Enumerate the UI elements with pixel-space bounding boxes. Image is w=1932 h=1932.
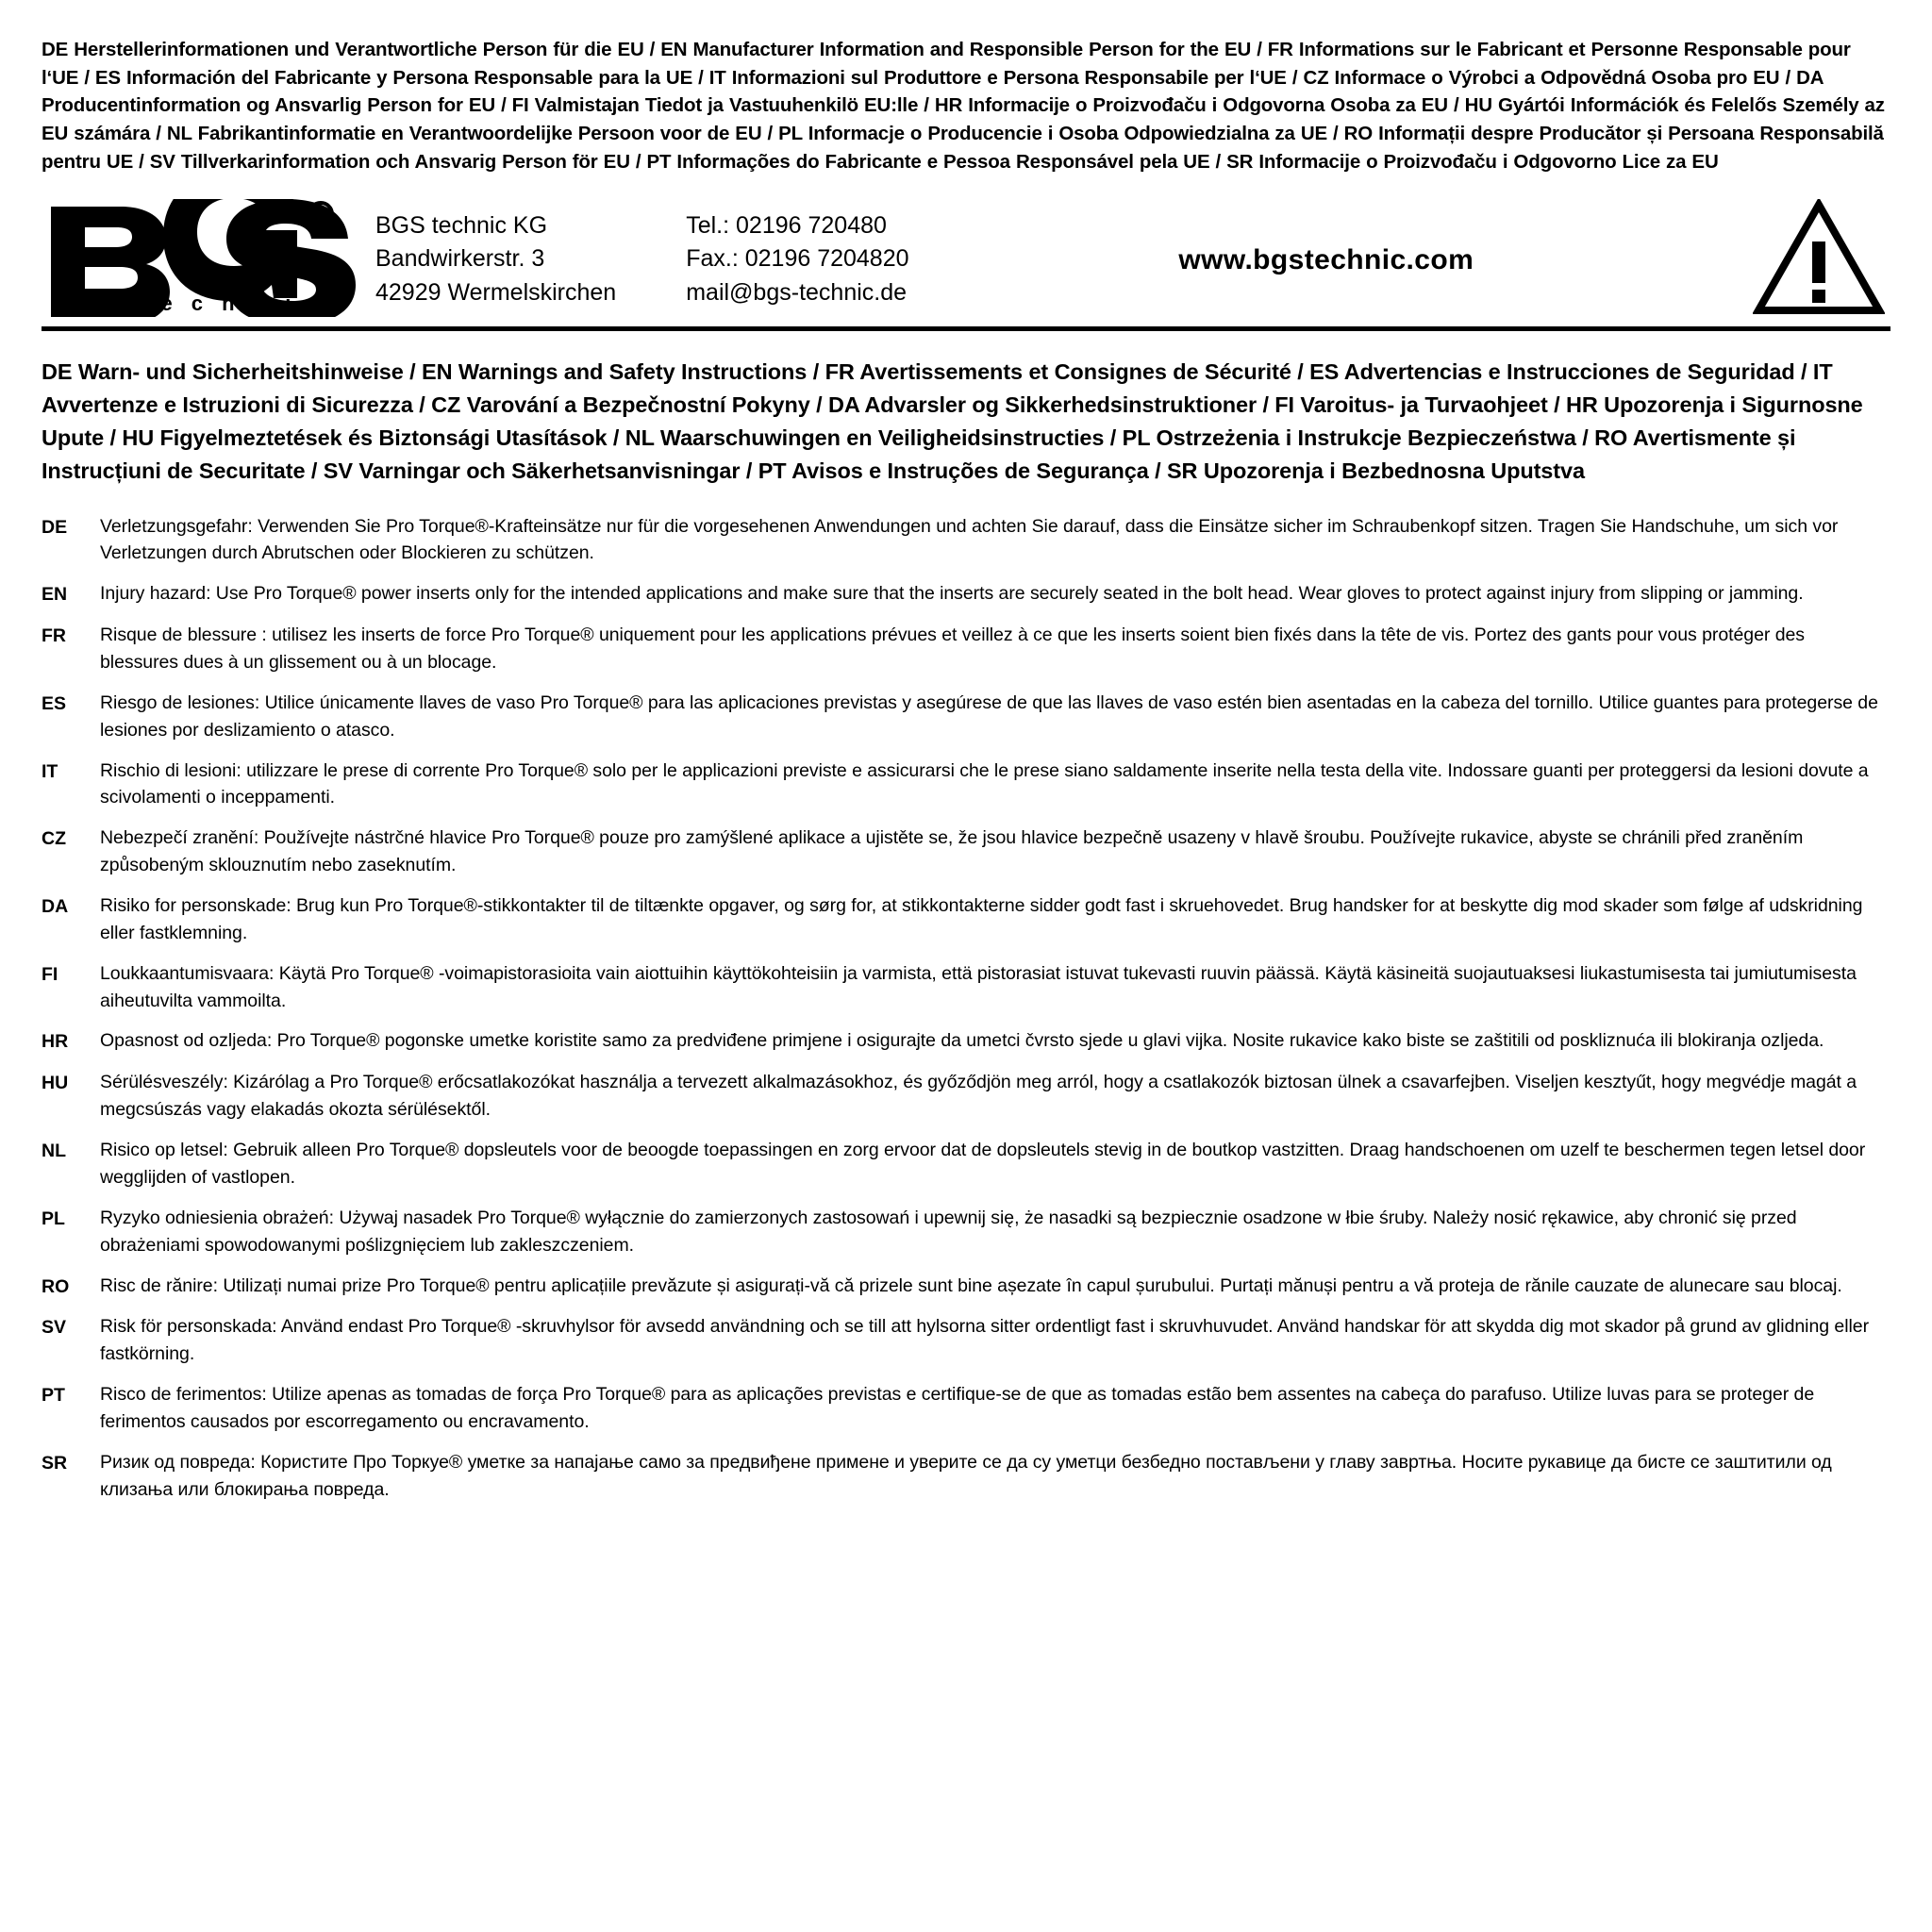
list-item [42,960,1890,1015]
list-item [42,1313,1890,1368]
instruction-text: Injury hazard: Use Pro Torque® power inserts only for the intended applications and make sure that the inserts are securely seated in the bolt head. Wear gloves to protect against injury from slipping or jamming. [100,583,1804,605]
list-item [42,1137,1890,1191]
company-website: www.bgstechnic.com [1178,244,1474,276]
language-code: IT [42,760,58,782]
list-item [42,1273,1890,1301]
list-item [42,1069,1890,1124]
language-code: FR [42,625,66,647]
instruction-text: Risc de rănire: Utilizați numai prize Pro Torque® pentru aplicațiile prevăzute și asigurați-vă că prizele sunt bine așezate în capul șurubului. Purtați mănuși pentru a vă proteja de rănile cauzate de alunecare sau blocaj. [100,1274,1842,1296]
company-name: BGS technic KG [375,211,548,239]
instruction-text: Ризик од повреда: Користите Про Торкуе® уметке за напајање само за предвиђене примене и уверите се да су уметци безбедно постављени у главу завртња. Носите рукавице да бисте се заштитили од клизања или блокирања повреда. [100,1451,1832,1500]
list-item [42,758,1890,812]
language-code: NL [42,1141,66,1162]
instructions-list [42,513,1890,1504]
language-code: FI [42,963,58,985]
instruction-text: Verletzungsgefahr: Verwenden Sie Pro Torque®-Krafteinsätze nur für die vorgesehenen Anwendungen und achten Sie darauf, dass die Einsätze sicher im Schraubenkopf sitzen. Tragen Sie Handschuhe, um sich vor Verletzungen durch Abrutschen oder Blockieren zu schützen. [100,515,1839,564]
language-code: PT [42,1385,65,1407]
language-code: SV [42,1317,67,1339]
company-contact [616,206,908,310]
language-code: DA [42,896,69,918]
list-item [42,513,1890,568]
language-code: CZ [42,828,66,850]
svg-text:R: R [315,208,326,225]
language-code: HR [42,1031,69,1053]
company-address [366,206,616,310]
instruction-text: Risiko for personskade: Brug kun Pro Torque®-stikkontakter til de tiltænkte opgaver, og sørg for, at stikkontakterne sidder godt fast i skruehovedet. Brug handsker for at beskytte dig mod skader som følge af udskridning eller fastklemning. [100,895,1863,943]
company-email: mail@bgs-technic.de [686,278,908,306]
manufacturer-info-heading: DE Herstellerinformationen und Verantwortliche Person für die EU / EN Manufacturer Information and Responsible Person for the EU / FR Informations sur le Fabricant et Personne Responsable pour l‘UE / ES Información del Fabricante y Persona Responsable para la UE / IT Informazioni sul Produttore e Persona Responsabile per l‘UE / CZ Informace o Výrobci a Odpovědná Osoba pro EU / DA Producentinformation og Ansvarlig Person for EU / FI Valmistajan Tiedot ja Vastuuhenkilö EU:lle / HR Informacije o Proizvođaču i Odgovorna Osoba za EU / HU Gyártói Információk és Felelős Személy az EU számára / NL Fabrikantinformatie en Verantwoordelijke Persoon voor de EU / PL Informacje o Producencie i Osoba Odpowiedzialna za UE / RO Informații despre Producător și Persoana Responsabilă pentru UE / SV Tillverkarinformation och Ansvarig Person för EU / PT Informações do Fabricante e Pessoa Responsável pela UE / SR Informacije o Proizvođaču i Odgovorno Lice za EU [42,39,1885,173]
company-street: Bandwirkerstr. 3 [375,245,545,273]
language-code: RO [42,1275,70,1297]
company-header-band [42,193,1890,331]
list-item [42,1381,1890,1436]
list-item [42,690,1890,744]
bgs-logo [42,199,366,317]
language-code: ES [42,692,67,714]
language-code: HU [42,1073,69,1094]
list-item [42,824,1890,879]
instruction-text: Risico op letsel: Gebruik alleen Pro Torque® dopsleutels voor de beoogde toepassingen en zorg ervoor dat de dopsleutels stevig in de boutkop vastzitten. Draag handschoenen om uzelf te beschermen tegen letsel door wegglijden of vastlopen. [100,1140,1866,1188]
instruction-text: Nebezpečí zranění: Používejte nástrčné hlavice Pro Torque® pouze pro zamýšlené aplikace a ujistěte se, že jsou hlavice bezpečně usazeny v hlavě šroubu. Používejte rukavice, abyste se chránili před zraněním způsobeným sklouznutím nebo zaseknutím. [100,827,1804,876]
company-fax: Fax.: 02196 7204820 [686,245,909,273]
instruction-text: Risk för personskada: Använd endast Pro Torque® -skruvhylsor för avsedd användning och se till att hylsorna sitter ordentligt fast i skruvhuvudet. Använd handskar för att skydda dig mot skador på grund av glidning eller fastkörning. [100,1316,1870,1365]
instruction-text: Risque de blessure : utilisez les inserts de force Pro Torque® uniquement pour les applications prévues et veillez à ce que les inserts soient bien fixés dans la tête de vis. Portez des gants pour vous protéger des blessures dues à un glissement ou à un blocage. [100,625,1805,674]
instruction-text: Rischio di lesioni: utilizzare le prese di corrente Pro Torque® solo per le applicazioni previste e assicurarsi che le prese siano saldamente inserite nella testa della vite. Indossare guanti per proteggersi da lesioni dovute a scivolamenti o inceppamenti. [100,759,1869,808]
instruction-text: Opasnost od ozljeda: Pro Torque® pogonske umetke koristite samo za predviđene primjene i osigurajte da umetci čvrsto sjede u glavi vijka. Nosite rukavice kako biste se zaštitili od poskliznuća ili blokiranja ozljeda. [100,1030,1824,1052]
list-item [42,1027,1890,1056]
language-code: PL [42,1208,65,1229]
instruction-text: Riesgo de lesiones: Utilice únicamente llaves de vaso Pro Torque® para las aplicaciones previstas y asegúrese de que las llaves de vaso estén bien asentadas en la cabeza del tornillo. Utilice guantes para protegerse de lesiones por deslizamiento o atasco. [100,691,1878,741]
warnings-safety-heading: DE Warn- und Sicherheitshinweise / EN Warnings and Safety Instructions / FR Avertissements et Consignes de Sécurité / ES Advertencias e Instrucciones de Seguridad / IT Avvertenze e Istruzioni di Sicurezza / CZ Varování a Bezpečnostní Pokyny / DA Advarsler og Sikkerhedsinstruktioner / FI Varoitus- ja Turvaohjeet / HR Upozorenja i Sigurnosne Upute / HU Figyelmeztetések és Biztonsági Utasítások / NL Waarschuwingen en Veiligheidsinstructies / PL Ostrzeżenia i Instrukcje Bezpieczeństwa / RO Avertismente și Instrucțiuni de Securitate / SV Varningar och Säkerhetsanvisningar / PT Avisos e Instruções de Segurança / SR Upozorenja i Bezbednosna Uputstva [42,358,1863,484]
instruction-text: Loukkaantumisvaara: Käytä Pro Torque® -voimapistorasioita vain aiottuihin käyttökohteisiin ja varmista, että pistorasiat istuvat tukevasti ruuvin päässä. Käytä käsineitä suojautuaksesi liukastumisesta tai jumiutumisesta aiheutuvilta vammoilta. [100,962,1857,1011]
list-item [42,892,1890,947]
instruction-text: Ryzyko odniesienia obrażeń: Używaj nasadek Pro Torque® wyłącznie do zamierzonych zastosowań i upewnij się, że nasadki są bezpiecznie osadzone w łbie śruby. Należy nosić rękawice, aby chronić się przed obrażeniami spowodowanymi poślizgnięciem lub zakleszczeniem. [100,1207,1797,1256]
svg-text:t e c h n i c: t e c h n i c [135,291,328,315]
language-code: DE [42,516,68,538]
warning-triangle-icon [1743,199,1890,317]
language-code: SR [42,1452,68,1474]
list-item [42,1449,1890,1504]
language-code: EN [42,584,68,606]
instruction-text: Risco de ferimentos: Utilize apenas as tomadas de força Pro Torque® para as aplicações previstas e certifique-se de que as tomadas estão bem assentes na cabeça do parafuso. Utilize luvas para se proteger de ferimentos causados por escorregamento ou encravamento. [100,1384,1815,1432]
company-tel: Tel.: 02196 720480 [686,211,887,239]
company-city: 42929 Wermelskirchen [375,278,617,306]
list-item [42,580,1890,608]
instruction-text: Sérülésveszély: Kizárólag a Pro Torque® erőcsatlakozókat használja a tervezett alkalmazásokhoz, és győződjön meg arról, hogy a csatlakozók biztosan ülnek a csavarfejben. Viseljen kesztyűt, hogy megvédje magát a megcsúszás vagy elakadás okozta sérülésektől. [100,1072,1857,1121]
list-item [42,622,1890,676]
list-item [42,1205,1890,1259]
